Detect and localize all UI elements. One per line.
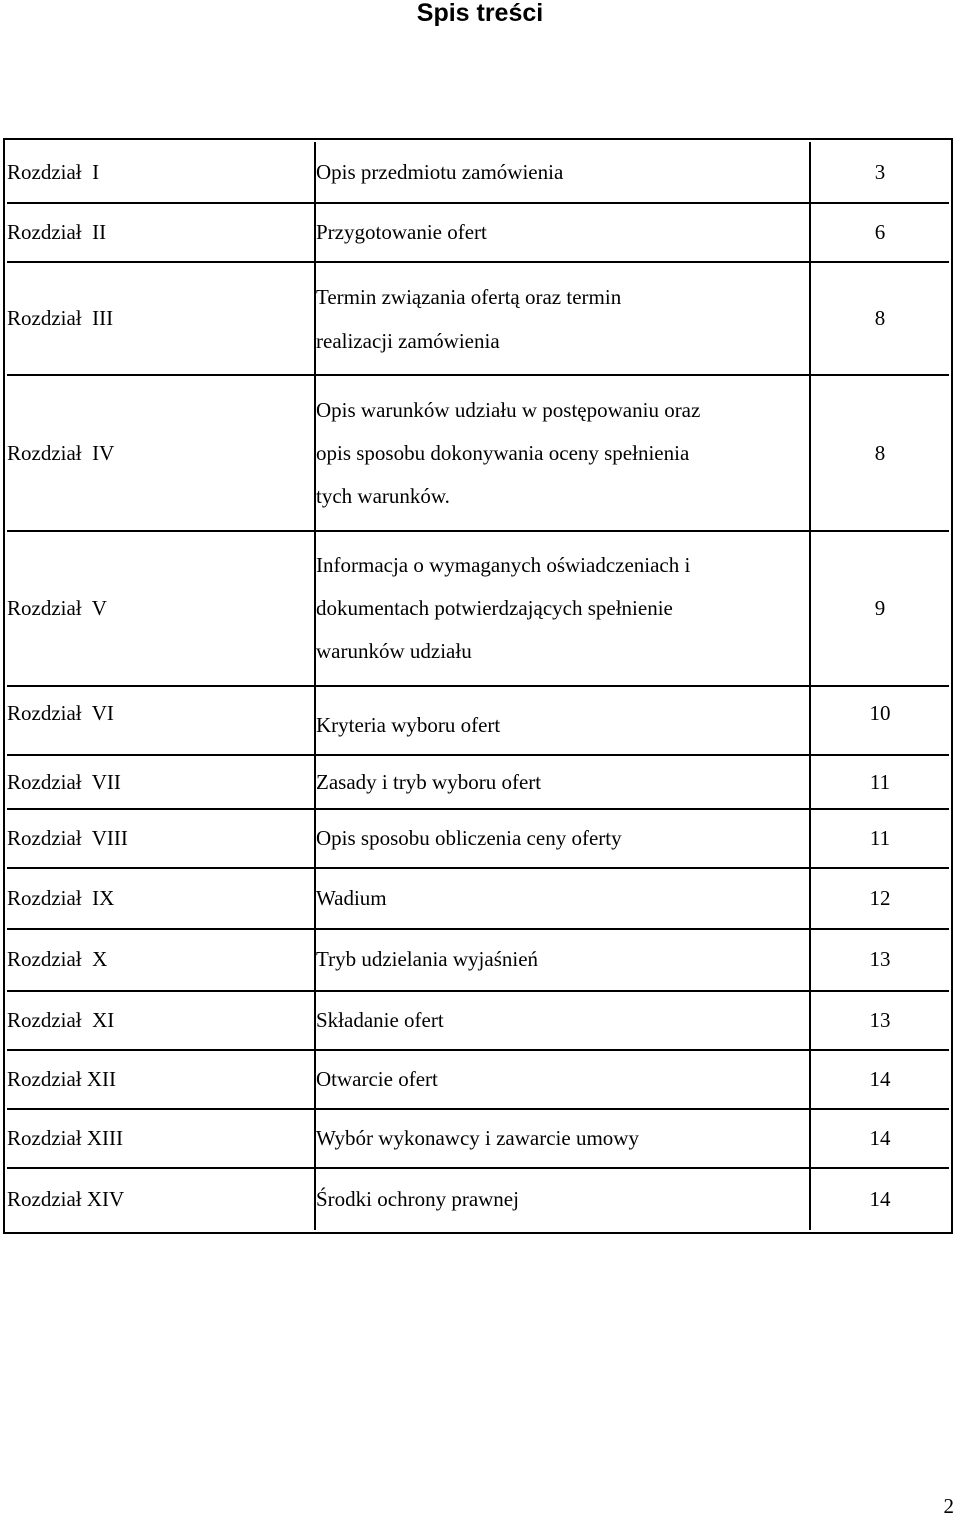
table-row [7, 929, 949, 990]
chapter-title-line: Opis sposobu obliczenia ceny oferty [316, 826, 622, 851]
chapter-title [315, 755, 810, 809]
table-row [7, 142, 949, 203]
chapter-label: Rozdział I [7, 142, 315, 203]
chapter-title [315, 1168, 810, 1230]
chapter-label: Rozdział XIII [7, 1109, 315, 1168]
chapter-label: Rozdział II [7, 203, 315, 262]
chapter-title-line: Składanie ofert [316, 1007, 444, 1032]
chapter-title-line: tych warunków. [316, 483, 450, 508]
page-ref: 13 [810, 991, 949, 1050]
chapter-title [315, 868, 810, 929]
page-ref: 9 [810, 531, 949, 686]
table-row [7, 203, 949, 262]
page-ref: 8 [810, 375, 949, 530]
chapter-title-line: Wadium [316, 886, 387, 911]
chapter-title [315, 1050, 810, 1109]
chapter-title-line: Opis przedmiotu zamówienia [316, 159, 564, 184]
chapter-label: Rozdział V [7, 531, 315, 686]
chapter-label: Rozdział XIV [7, 1168, 315, 1230]
chapter-title: Kryteria wyboru ofert [315, 686, 810, 755]
table-row [7, 755, 949, 809]
chapter-label: Rozdział III [7, 262, 315, 375]
page-ref: 14 [810, 1050, 949, 1109]
chapter-title [315, 531, 810, 686]
page-ref: 11 [810, 809, 949, 868]
chapter-label: Rozdział X [7, 929, 315, 990]
chapter-label: Rozdział VIII [7, 809, 315, 868]
chapter-title-line: warunków udziału [316, 638, 472, 663]
chapter-title-line: Wybór wykonawcy i zawarcie umowy [316, 1125, 639, 1150]
chapter-label: Rozdział VII [7, 755, 315, 809]
chapter-title [315, 929, 810, 990]
chapter-title-line: Otwarcie ofert [316, 1066, 438, 1091]
page-ref: 12 [810, 868, 949, 929]
chapter-title-line: Opis warunków udziału w postępowaniu oraz [316, 397, 701, 422]
table-row [7, 1050, 949, 1109]
chapter-label: Rozdział XI [7, 991, 315, 1050]
chapter-title [315, 809, 810, 868]
chapter-title-line: Termin związania ofertą oraz termin [316, 284, 622, 309]
table-row [7, 868, 949, 929]
chapter-title [315, 375, 810, 530]
chapter-title [315, 203, 810, 262]
table-row [7, 809, 949, 868]
page-ref: 3 [810, 142, 949, 203]
page-ref: 10 [810, 686, 949, 755]
table-row [7, 1109, 949, 1168]
page-ref: 8 [810, 262, 949, 375]
chapter-title-line: Tryb udzielania wyjaśnień [316, 947, 539, 972]
table-row [7, 262, 949, 375]
table-of-contents [3, 138, 953, 1234]
page-ref: 11 [810, 755, 949, 809]
table-row [7, 531, 949, 686]
page-number: 2 [943, 1494, 954, 1518]
chapter-label: Rozdział IV [7, 375, 315, 530]
chapter-title-line: realizacji zamówienia [316, 328, 500, 353]
toc-table [7, 142, 949, 1230]
table-row [7, 1168, 949, 1230]
page-ref: 14 [810, 1168, 949, 1230]
page-ref: 14 [810, 1109, 949, 1168]
chapter-label: Rozdział XII [7, 1050, 315, 1109]
chapter-title-line: Zasady i tryb wyboru ofert [316, 769, 542, 794]
page-ref: 6 [810, 203, 949, 262]
chapter-title-line: dokumentach potwierdzających spełnienie [316, 595, 673, 620]
table-row [7, 991, 949, 1050]
chapter-title-line: Przygotowanie ofert [316, 220, 487, 245]
chapter-title [315, 142, 810, 203]
chapter-title [315, 262, 810, 375]
chapter-title [315, 991, 810, 1050]
page-ref: 13 [810, 929, 949, 990]
chapter-label: Rozdział VI [7, 686, 315, 755]
table-row [7, 686, 949, 755]
chapter-label: Rozdział IX [7, 868, 315, 929]
chapter-title-line: Informacja o wymaganych oświadczeniach i [316, 552, 691, 577]
document-title: Spis treści [416, 0, 544, 27]
chapter-title-line: opis sposobu dokonywania oceny spełnienia [316, 440, 690, 465]
table-row [7, 375, 949, 530]
chapter-title-line: Środki ochrony prawnej [316, 1186, 519, 1211]
chapter-title [315, 1109, 810, 1168]
